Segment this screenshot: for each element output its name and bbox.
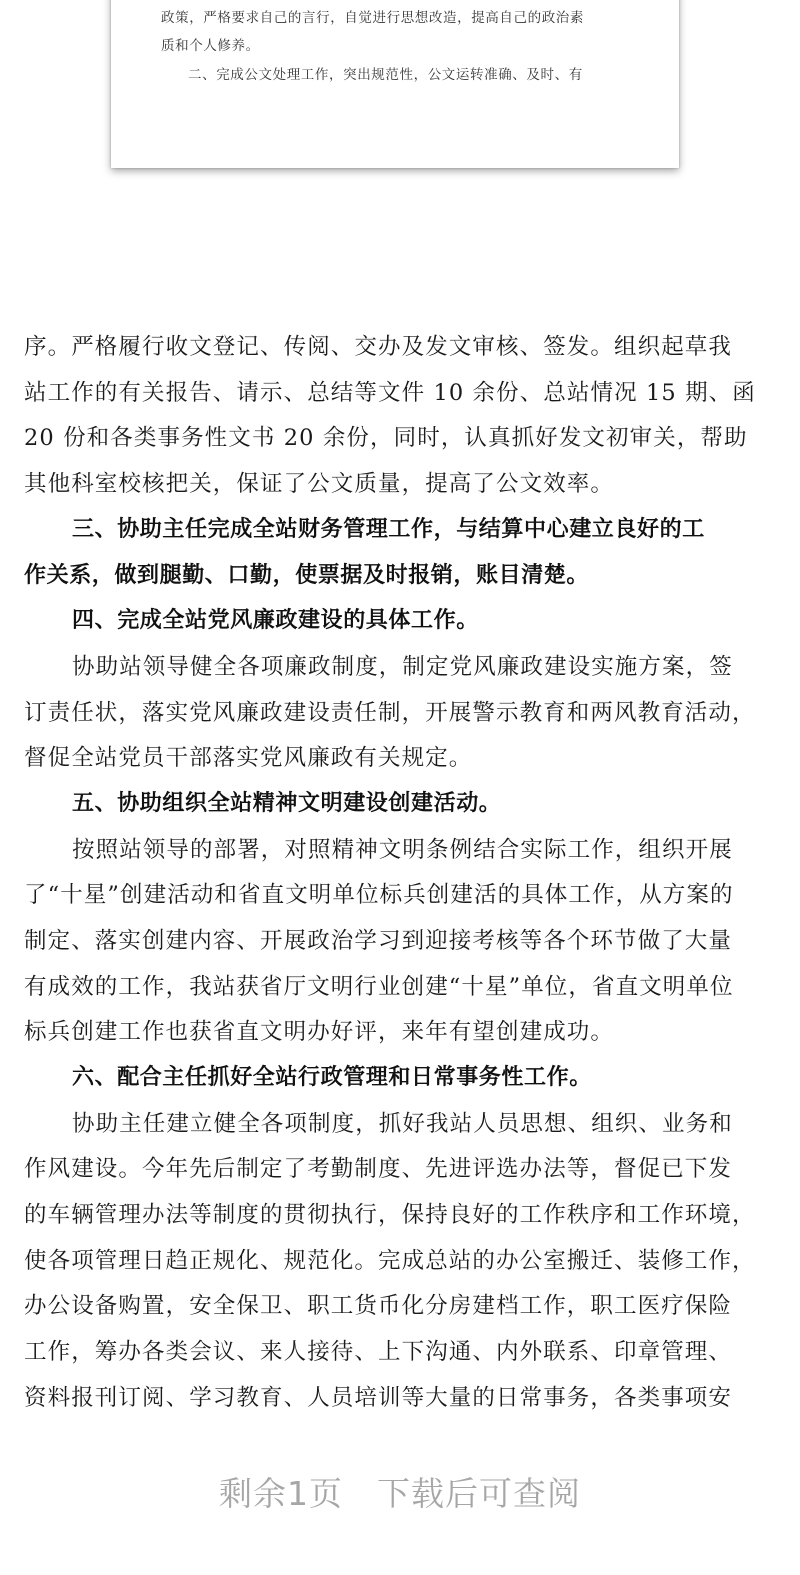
body-line: 资料报刊订阅、学习教育、人员培训等大量的日常事务，各类事项安 xyxy=(24,1385,733,1411)
remaining-pages-label: 剩余1页 xyxy=(219,1474,343,1513)
body-line: 协助主任建立健全各项制度，抓好我站人员思想、组织、业务和 xyxy=(72,1111,733,1137)
download-to-view-label: 下载后可查阅 xyxy=(377,1474,581,1513)
download-prompt[interactable] xyxy=(0,1468,800,1515)
section-heading: 三、协助主任完成全站财务管理工作，与结算中心建立良好的工 xyxy=(72,517,705,542)
section-heading: 作关系，做到腿勤、口勤，使票据及时报销，账目清楚。 xyxy=(24,563,590,588)
body-line: 督促全站党员干部落实党风廉政有关规定。 xyxy=(24,745,473,771)
body-line: 工作，筹办各类会议、来人接待、上下沟通、内外联系、印章管理、 xyxy=(24,1339,733,1365)
preview-page-card xyxy=(111,0,679,168)
preview-line: 政策，严格要求自己的言行，自觉进行思想改造，提高自己的政治素 xyxy=(161,10,584,26)
body-line: 订责任状，落实党风廉政建设责任制，开展警示教育和两风教育活动， xyxy=(24,700,756,726)
body-line: 按照站领导的部署，对照精神文明条例结合实际工作，组织开展 xyxy=(72,837,733,863)
section-heading: 六、配合主任抓好全站行政管理和日常事务性工作。 xyxy=(72,1065,592,1090)
body-line: 作风建设。今年先后制定了考勤制度、先进评选办法等，督促已下发 xyxy=(24,1156,733,1182)
body-line: 了“十星”创建活动和省直文明单位标兵创建活的具体工作，从方案的 xyxy=(24,882,734,908)
section-heading: 四、完成全站党风廉政建设的具体工作。 xyxy=(72,608,479,633)
preview-line: 二、完成公文处理工作，突出规范性，公文运转准确、及时、有 xyxy=(188,67,583,83)
body-line: 制定、落实创建内容、开展政治学习到迎接考核等各个环节做了大量 xyxy=(24,928,733,954)
body-line: 有成效的工作，我站获省厅文明行业创建“十星”单位，省直文明单位 xyxy=(24,974,734,1000)
preview-line: 质和个人修养。 xyxy=(161,38,260,54)
body-line: 使各项管理日趋正规化、规范化。完成总站的办公室搬迁、装修工作， xyxy=(24,1248,756,1274)
body-line: 其他科室校核把关，保证了公文质量，提高了公文效率。 xyxy=(24,471,615,497)
body-line: 标兵创建工作也获省直文明办好评，来年有望创建成功。 xyxy=(24,1019,615,1045)
body-line: 序。严格履行收文登记、传阅、交办及发文审核、签发。组织起草我 xyxy=(24,334,733,360)
section-heading: 五、协助组织全站精神文明建设创建活动。 xyxy=(72,791,502,816)
body-line: 办公设备购置，安全保卫、职工货币化分房建档工作，职工医疗保险 xyxy=(24,1293,733,1319)
body-line: 的车辆管理办法等制度的贯彻执行，保持良好的工作秩序和工作环境， xyxy=(24,1202,756,1228)
body-line: 协助站领导健全各项廉政制度，制定党风廉政建设实施方案，签 xyxy=(72,654,733,680)
body-line: 20 份和各类事务性文书 20 余份，同时，认真抓好发文初审关，帮助 xyxy=(24,425,748,451)
body-line: 站工作的有关报告、请示、总结等文件 10 余份、总站情况 15 期、函 xyxy=(24,380,756,406)
